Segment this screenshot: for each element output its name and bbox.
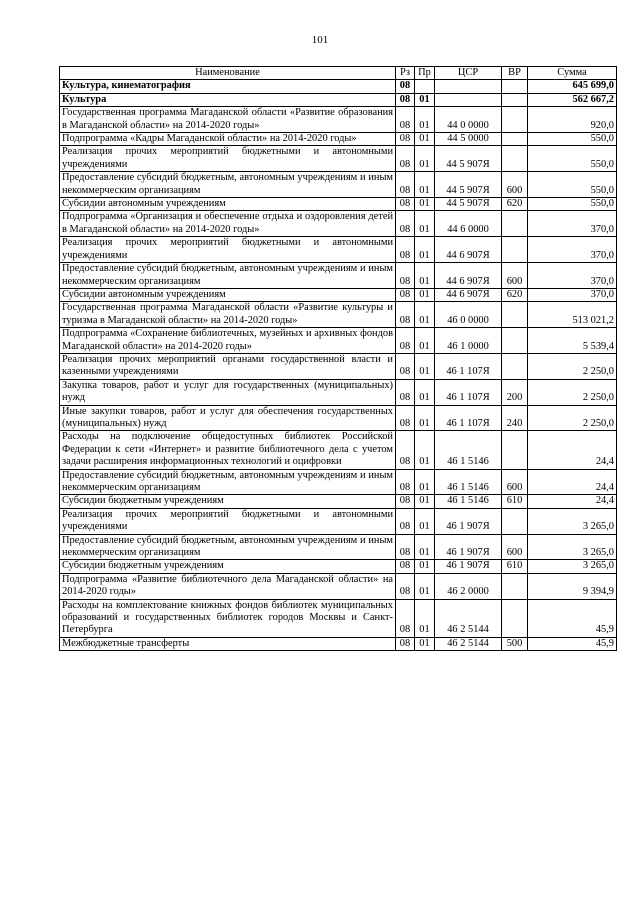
cell-name: Субсидии бюджетным учреждениям <box>60 560 396 573</box>
cell-sum: 3 265,0 <box>528 508 617 534</box>
table-row <box>60 637 617 650</box>
cell-vr <box>502 80 528 93</box>
cell-vr: 600 <box>502 469 528 495</box>
table-row <box>60 495 617 508</box>
cell-name: Предоставление субсидий бюджетным, автономным учреждениям и иным некоммерческим организациям <box>60 534 396 560</box>
cell-rz: 08 <box>396 534 415 560</box>
table-row <box>60 560 617 573</box>
table-row <box>60 573 617 599</box>
cell-sum: 550,0 <box>528 146 617 172</box>
cell-csr: 46 2 5144 <box>435 599 502 637</box>
cell-pr: 01 <box>415 146 435 172</box>
cell-sum: 5 539,4 <box>528 328 617 354</box>
cell-pr: 01 <box>415 237 435 263</box>
cell-vr <box>502 573 528 599</box>
cell-vr <box>502 237 528 263</box>
cell-vr: 600 <box>502 534 528 560</box>
cell-sum: 45,9 <box>528 599 617 637</box>
cell-name: Государственная программа Магаданской области «Развитие образования в Магаданской области» на 2014-2020 годы» <box>60 107 396 133</box>
cell-vr: 600 <box>502 172 528 198</box>
cell-sum: 24,4 <box>528 469 617 495</box>
cell-name: Иные закупки товаров, работ и услуг для обеспечения государственных (муниципальных) нужд <box>60 405 396 431</box>
cell-vr <box>502 146 528 172</box>
cell-csr: 46 1 907Я <box>435 560 502 573</box>
cell-pr: 01 <box>415 353 435 379</box>
cell-csr: 46 1 5146 <box>435 431 502 469</box>
table-row <box>60 599 617 637</box>
cell-sum: 562 667,2 <box>528 93 617 106</box>
table-row <box>60 328 617 354</box>
table-row <box>60 211 617 237</box>
cell-rz: 08 <box>396 637 415 650</box>
page-number: 101 <box>311 34 329 46</box>
cell-sum: 2 250,0 <box>528 353 617 379</box>
cell-name: Расходы на комплектование книжных фондов библиотек муниципальных образований и государственных библиотек городов Москвы и Санкт-Петербурга <box>60 599 396 637</box>
table-row <box>60 93 617 106</box>
cell-sum: 920,0 <box>528 107 617 133</box>
cell-vr: 200 <box>502 379 528 405</box>
cell-rz: 08 <box>396 93 415 106</box>
cell-sum: 370,0 <box>528 288 617 301</box>
table-row <box>60 431 617 469</box>
cell-name: Предоставление субсидий бюджетным, автономным учреждениям и иным некоммерческим организациям <box>60 263 396 289</box>
cell-pr: 01 <box>415 198 435 211</box>
header-row <box>60 67 617 80</box>
cell-csr: 46 2 5144 <box>435 637 502 650</box>
cell-pr: 01 <box>415 469 435 495</box>
cell-pr: 01 <box>415 534 435 560</box>
cell-rz: 08 <box>396 328 415 354</box>
cell-sum: 550,0 <box>528 133 617 146</box>
cell-name: Реализация прочих мероприятий органами государственной власти и казенными учреждениями <box>60 353 396 379</box>
table-row <box>60 405 617 431</box>
table-body <box>60 80 617 651</box>
cell-vr <box>502 302 528 328</box>
cell-sum: 370,0 <box>528 211 617 237</box>
cell-sum: 370,0 <box>528 237 617 263</box>
table-row <box>60 534 617 560</box>
cell-vr <box>502 133 528 146</box>
cell-csr: 44 5 907Я <box>435 172 502 198</box>
cell-name: Подпрограмма «Развитие библиотечного дела Магаданской области» на 2014-2020 годы» <box>60 573 396 599</box>
cell-csr: 44 6 907Я <box>435 288 502 301</box>
cell-pr: 01 <box>415 405 435 431</box>
cell-name: Подпрограмма «Сохранение библиотечных, музейных и архивных фондов Магаданской области» на 2014-2020 годы» <box>60 328 396 354</box>
cell-csr: 46 1 907Я <box>435 508 502 534</box>
cell-name: Реализация прочих мероприятий бюджетными и автономными учреждениями <box>60 508 396 534</box>
cell-pr: 01 <box>415 302 435 328</box>
cell-sum: 45,9 <box>528 637 617 650</box>
cell-name: Культура, кинематография <box>60 80 396 93</box>
table-row <box>60 302 617 328</box>
cell-pr: 01 <box>415 263 435 289</box>
cell-pr: 01 <box>415 93 435 106</box>
cell-rz: 08 <box>396 211 415 237</box>
cell-pr: 01 <box>415 637 435 650</box>
cell-sum: 24,4 <box>528 431 617 469</box>
cell-sum: 2 250,0 <box>528 405 617 431</box>
cell-vr <box>502 107 528 133</box>
cell-rz: 08 <box>396 146 415 172</box>
header-name: Наименование <box>60 67 396 80</box>
cell-name: Подпрограмма «Кадры Магаданской области» на 2014-2020 годы» <box>60 133 396 146</box>
cell-csr: 46 1 107Я <box>435 353 502 379</box>
cell-csr: 46 1 907Я <box>435 534 502 560</box>
cell-name: Субсидии автономным учреждениям <box>60 288 396 301</box>
cell-vr: 600 <box>502 263 528 289</box>
cell-pr: 01 <box>415 172 435 198</box>
cell-rz: 08 <box>396 198 415 211</box>
cell-name: Подпрограмма «Организация и обеспечение отдыха и оздоровления детей в Магаданской области» на 2014-2020 годы» <box>60 211 396 237</box>
cell-rz: 08 <box>396 80 415 93</box>
cell-csr: 44 0 0000 <box>435 107 502 133</box>
cell-pr: 01 <box>415 379 435 405</box>
table-row <box>60 107 617 133</box>
table-row <box>60 172 617 198</box>
header-rz: Рз <box>396 67 415 80</box>
cell-vr: 620 <box>502 198 528 211</box>
cell-pr <box>415 80 435 93</box>
cell-name: Субсидии автономным учреждениям <box>60 198 396 211</box>
cell-vr <box>502 93 528 106</box>
cell-pr: 01 <box>415 431 435 469</box>
cell-csr: 44 6 907Я <box>435 237 502 263</box>
cell-pr: 01 <box>415 495 435 508</box>
table-row <box>60 288 617 301</box>
table-row <box>60 508 617 534</box>
cell-sum: 513 021,2 <box>528 302 617 328</box>
cell-sum: 3 265,0 <box>528 560 617 573</box>
cell-csr: 46 1 0000 <box>435 328 502 354</box>
cell-rz: 08 <box>396 237 415 263</box>
cell-sum: 550,0 <box>528 198 617 211</box>
cell-csr: 46 1 107Я <box>435 405 502 431</box>
cell-rz: 08 <box>396 573 415 599</box>
cell-rz: 08 <box>396 599 415 637</box>
cell-name: Субсидии бюджетным учреждениям <box>60 495 396 508</box>
cell-sum: 9 394,9 <box>528 573 617 599</box>
cell-csr: 44 5 907Я <box>435 198 502 211</box>
cell-rz: 08 <box>396 495 415 508</box>
table-row <box>60 80 617 93</box>
cell-pr: 01 <box>415 328 435 354</box>
cell-vr: 240 <box>502 405 528 431</box>
cell-vr <box>502 431 528 469</box>
cell-rz: 08 <box>396 431 415 469</box>
cell-csr: 46 2 0000 <box>435 573 502 599</box>
header-sum: Сумма <box>528 67 617 80</box>
cell-pr: 01 <box>415 599 435 637</box>
cell-name: Предоставление субсидий бюджетным, автономным учреждениям и иным некоммерческим организациям <box>60 172 396 198</box>
cell-name: Предоставление субсидий бюджетным, автономным учреждениям и иным некоммерческим организациям <box>60 469 396 495</box>
cell-csr: 46 1 5146 <box>435 495 502 508</box>
cell-name: Реализация прочих мероприятий бюджетными и автономными учреждениями <box>60 146 396 172</box>
cell-rz: 08 <box>396 405 415 431</box>
budget-table <box>59 66 617 651</box>
cell-rz: 08 <box>396 107 415 133</box>
cell-sum: 2 250,0 <box>528 379 617 405</box>
header-csr: ЦСР <box>435 67 502 80</box>
header-pr: Пр <box>415 67 435 80</box>
cell-vr <box>502 353 528 379</box>
table-row <box>60 133 617 146</box>
cell-csr: 44 6 907Я <box>435 263 502 289</box>
cell-csr <box>435 80 502 93</box>
cell-name: Закупка товаров, работ и услуг для государственных (муниципальных) нужд <box>60 379 396 405</box>
cell-name: Расходы на подключение общедоступных библиотек Российской Федерации к сети «Интернет» и развитие библиотечного дела с учетом задачи расширения информационных технологий и оцифровки <box>60 431 396 469</box>
cell-pr: 01 <box>415 508 435 534</box>
cell-name: Государственная программа Магаданской области «Развитие культуры и туризма в Магаданской области» на 2014-2020 годы» <box>60 302 396 328</box>
cell-rz: 08 <box>396 560 415 573</box>
header-vr: ВР <box>502 67 528 80</box>
cell-sum: 550,0 <box>528 172 617 198</box>
cell-rz: 08 <box>396 379 415 405</box>
cell-name: Реализация прочих мероприятий бюджетными и автономными учреждениями <box>60 237 396 263</box>
cell-vr <box>502 211 528 237</box>
cell-rz: 08 <box>396 353 415 379</box>
cell-rz: 08 <box>396 302 415 328</box>
table-row <box>60 469 617 495</box>
cell-vr <box>502 328 528 354</box>
cell-rz: 08 <box>396 172 415 198</box>
cell-pr: 01 <box>415 288 435 301</box>
cell-vr: 620 <box>502 288 528 301</box>
table-row <box>60 263 617 289</box>
cell-sum: 24,4 <box>528 495 617 508</box>
cell-vr <box>502 599 528 637</box>
cell-name: Межбюджетные трансферты <box>60 637 396 650</box>
cell-vr <box>502 508 528 534</box>
cell-vr: 500 <box>502 637 528 650</box>
cell-rz: 08 <box>396 469 415 495</box>
table-row <box>60 146 617 172</box>
cell-vr: 610 <box>502 560 528 573</box>
cell-csr <box>435 93 502 106</box>
cell-pr: 01 <box>415 133 435 146</box>
cell-pr: 01 <box>415 107 435 133</box>
cell-csr: 46 0 0000 <box>435 302 502 328</box>
cell-rz: 08 <box>396 288 415 301</box>
cell-sum: 370,0 <box>528 263 617 289</box>
cell-csr: 44 5 907Я <box>435 146 502 172</box>
cell-csr: 46 1 107Я <box>435 379 502 405</box>
cell-pr: 01 <box>415 211 435 237</box>
cell-rz: 08 <box>396 133 415 146</box>
cell-rz: 08 <box>396 263 415 289</box>
table-row <box>60 353 617 379</box>
cell-sum: 645 699,0 <box>528 80 617 93</box>
table-row <box>60 237 617 263</box>
cell-rz: 08 <box>396 508 415 534</box>
table-header <box>60 67 617 80</box>
table-row <box>60 379 617 405</box>
cell-vr: 610 <box>502 495 528 508</box>
cell-sum: 3 265,0 <box>528 534 617 560</box>
cell-csr: 44 6 0000 <box>435 211 502 237</box>
cell-pr: 01 <box>415 573 435 599</box>
cell-name: Культура <box>60 93 396 106</box>
table-row <box>60 198 617 211</box>
cell-pr: 01 <box>415 560 435 573</box>
cell-csr: 46 1 5146 <box>435 469 502 495</box>
cell-csr: 44 5 0000 <box>435 133 502 146</box>
